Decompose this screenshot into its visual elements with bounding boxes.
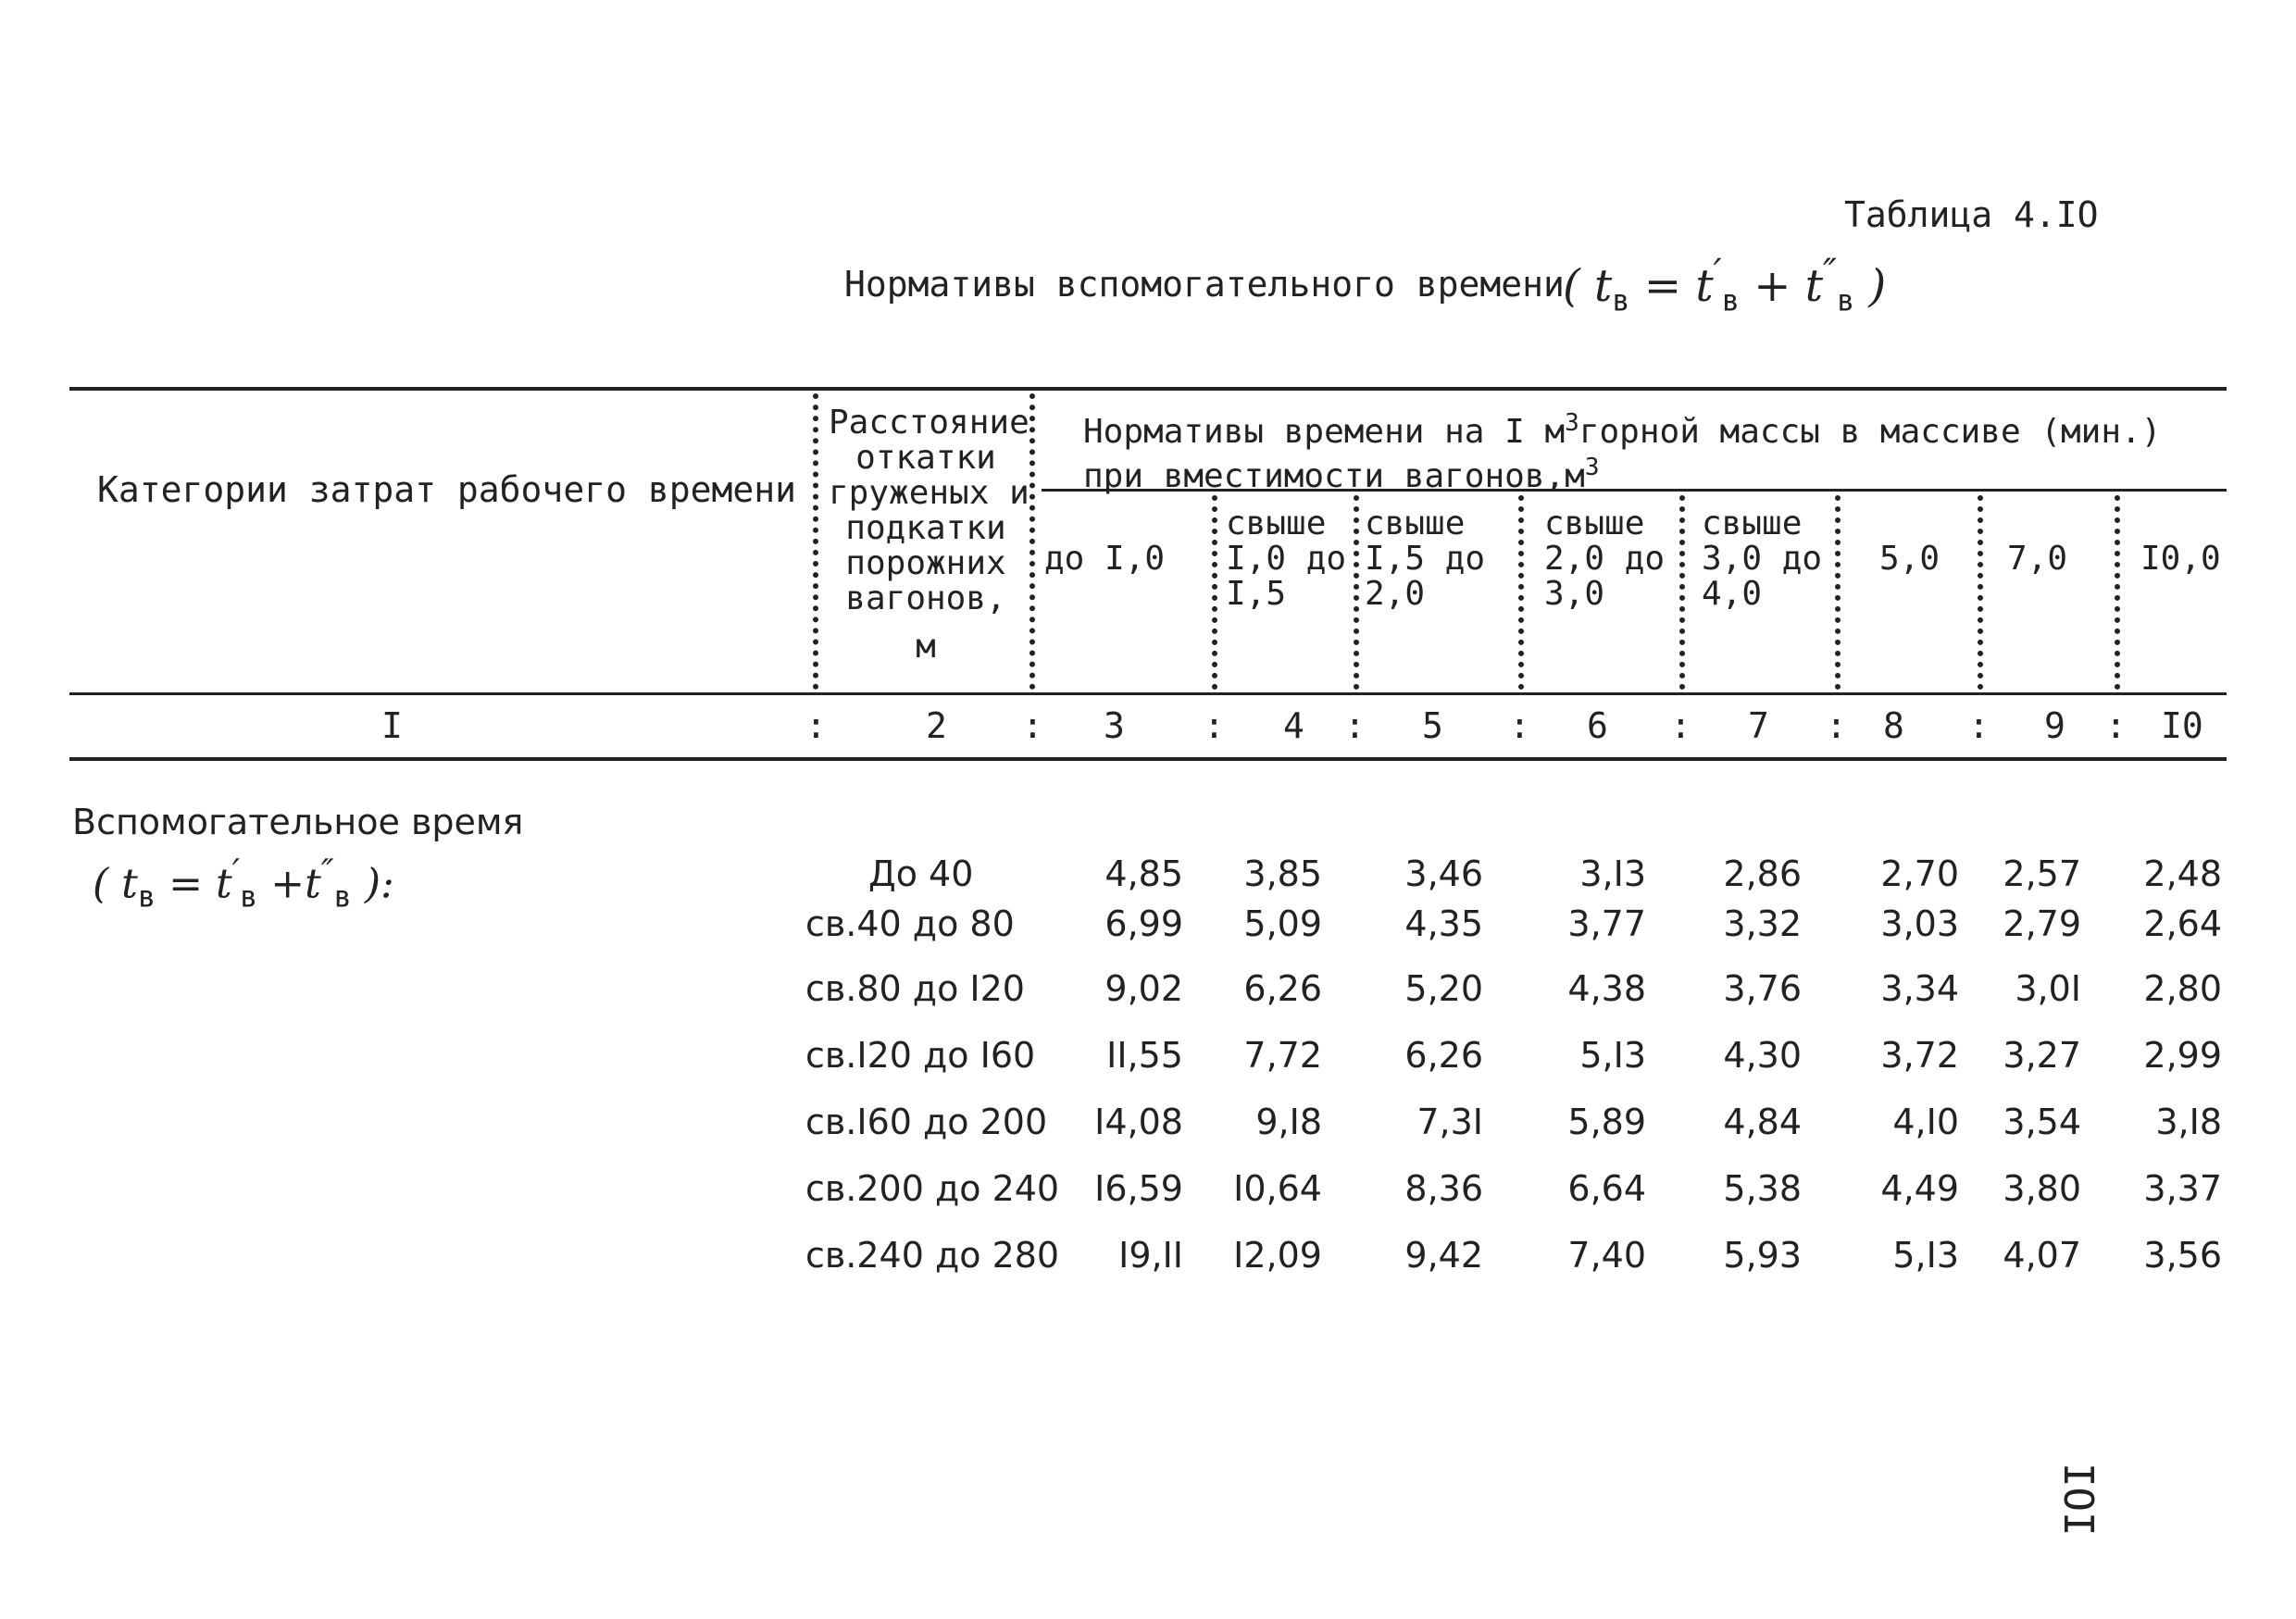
header-group-title: Нормативы времени на I $м^3горной$ массы в массиве (мин.) при вместимости $вагонов,м^3$ bbox=[1083, 409, 2162, 495]
header-separator bbox=[1835, 495, 1841, 690]
colnum-10: I0 bbox=[2161, 705, 2203, 746]
table-cell: 2,70 bbox=[1880, 853, 1959, 894]
colnum-1: I bbox=[381, 705, 403, 746]
header-separator bbox=[1212, 495, 1217, 690]
table-cell: 3,80 bbox=[2003, 1168, 2081, 1209]
header-separator bbox=[1518, 495, 1524, 690]
row-distance: св.40 до 80 bbox=[805, 903, 1015, 944]
subcol-header-9: 7,0 bbox=[2007, 540, 2068, 578]
table-cell: 3,77 bbox=[1567, 903, 1646, 944]
table-cell: 3,34 bbox=[1880, 968, 1959, 1009]
table-cell: 2,79 bbox=[2003, 903, 2081, 944]
table-cell: 3,72 bbox=[1880, 1035, 1959, 1076]
header-col1: Категории затрат рабочего времени bbox=[97, 469, 796, 510]
table-cell: 5,89 bbox=[1567, 1102, 1646, 1142]
table-cell: 2,48 bbox=[2143, 853, 2222, 894]
header-separator bbox=[813, 393, 818, 690]
header-separator bbox=[1978, 495, 1983, 690]
table-cell: 5,38 bbox=[1723, 1168, 1802, 1209]
table-cell: 3,56 bbox=[2143, 1235, 2222, 1276]
colnum-9: 9 bbox=[2044, 705, 2065, 746]
table-cell: 4,07 bbox=[2003, 1235, 2081, 1276]
colnum-2: 2 bbox=[926, 705, 947, 746]
table-cell: 4,38 bbox=[1567, 968, 1646, 1009]
table-cell: 3,03 bbox=[1880, 903, 1959, 944]
table-caption: Таблица 4.IO bbox=[1844, 194, 2099, 235]
table-cell: 4,35 bbox=[1404, 903, 1483, 944]
row-distance: св.I20 до I60 bbox=[805, 1035, 1036, 1076]
title-formula: ( $t_в = t'_в + t''_в$ ) bbox=[1563, 252, 1887, 318]
table-cell: 8,36 bbox=[1404, 1168, 1483, 1209]
page-number: IOI bbox=[2054, 1463, 2102, 1537]
header-bottom-rule bbox=[69, 692, 2227, 695]
table-cell: 2,57 bbox=[2003, 853, 2081, 894]
table-cell: 4,49 bbox=[1880, 1168, 1959, 1209]
colon-sep: : bbox=[2105, 705, 2127, 746]
table-cell: I0,64 bbox=[1233, 1168, 1322, 1209]
table-cell: 6,99 bbox=[1104, 903, 1183, 944]
table-cell: 7,3I bbox=[1416, 1102, 1483, 1142]
row-distance: св.I60 до 200 bbox=[805, 1102, 1048, 1142]
colnum-bottom-rule bbox=[69, 757, 2227, 761]
table-cell: 3,85 bbox=[1243, 853, 1322, 894]
table-title: Нормативы вспомогательного времени bbox=[844, 264, 1565, 305]
header-separator bbox=[1029, 393, 1035, 690]
table-cell: 4,I0 bbox=[1892, 1102, 1959, 1142]
table-cell: 3,46 bbox=[1404, 853, 1483, 894]
table-cell: I4,08 bbox=[1094, 1102, 1183, 1142]
colon-sep: : bbox=[1022, 705, 1043, 746]
table-cell: 3,76 bbox=[1723, 968, 1802, 1009]
table-cell: II,55 bbox=[1106, 1035, 1183, 1076]
colon-sep: : bbox=[1344, 705, 1366, 746]
table-cell: 4,85 bbox=[1104, 853, 1183, 894]
table-cell: I6,59 bbox=[1094, 1168, 1183, 1209]
table-cell: 4,84 bbox=[1723, 1102, 1802, 1142]
table-cell: 5,93 bbox=[1723, 1235, 1802, 1276]
subcol-header-3: до I,0 bbox=[1044, 540, 1166, 578]
table-cell: 5,09 bbox=[1243, 903, 1322, 944]
table-cell: 7,72 bbox=[1243, 1035, 1322, 1076]
table-cell: 3,I8 bbox=[2155, 1102, 2222, 1142]
colon-sep: : bbox=[1826, 705, 1847, 746]
table-cell: 3,32 bbox=[1723, 903, 1802, 944]
table-cell: 5,20 bbox=[1404, 968, 1483, 1009]
table-cell: 3,54 bbox=[2003, 1102, 2081, 1142]
table-cell: 9,I8 bbox=[1255, 1102, 1322, 1142]
table-cell: 2,99 bbox=[2143, 1035, 2222, 1076]
header-separator bbox=[1354, 495, 1359, 690]
table-cell: I2,09 bbox=[1233, 1235, 1322, 1276]
colnum-7: 7 bbox=[1748, 705, 1769, 746]
table-cell: 2,80 bbox=[2143, 968, 2222, 1009]
colnum-8: 8 bbox=[1883, 705, 1904, 746]
table-cell: 9,02 bbox=[1104, 968, 1183, 1009]
table-cell: 4,30 bbox=[1723, 1035, 1802, 1076]
table-top-rule bbox=[69, 387, 2227, 391]
colnum-3: 3 bbox=[1104, 705, 1125, 746]
colon-sep: : bbox=[1670, 705, 1691, 746]
colon-sep: : bbox=[1204, 705, 1225, 746]
section-formula: ( $t_в = t'_в +t''_в$ ): bbox=[93, 852, 394, 915]
table-cell: 5,I3 bbox=[1892, 1235, 1959, 1276]
subcol-header-8: 5,0 bbox=[1879, 540, 1940, 578]
subcol-header-4: свыше I,0 до I,5 bbox=[1226, 504, 1347, 613]
row-distance: св.240 до 280 bbox=[805, 1235, 1060, 1276]
table-cell: 7,40 bbox=[1567, 1235, 1646, 1276]
table-cell: 2,86 bbox=[1723, 853, 1802, 894]
colnum-5: 5 bbox=[1422, 705, 1443, 746]
colon-sep: : bbox=[805, 705, 827, 746]
table-cell: I9,II bbox=[1118, 1235, 1183, 1276]
colnum-4: 4 bbox=[1283, 705, 1304, 746]
table-cell: 3,0I bbox=[2015, 968, 2081, 1009]
subcol-header-6: свыше 2,0 до 3,0 bbox=[1544, 504, 1666, 613]
header-separator bbox=[1679, 495, 1685, 690]
colnum-6: 6 bbox=[1587, 705, 1608, 746]
table-cell: 5,I3 bbox=[1579, 1035, 1646, 1076]
row-distance: св.200 до 240 bbox=[805, 1168, 1060, 1209]
table-cell: 3,27 bbox=[2003, 1035, 2081, 1076]
table-cell: 2,64 bbox=[2143, 903, 2222, 944]
header-col2: Расстояние откатки груженых и подкатки порожних вагонов, м bbox=[829, 404, 1029, 666]
subcol-header-10: I0,0 bbox=[2140, 540, 2221, 578]
subcol-header-5: свыше I,5 до 2,0 bbox=[1365, 504, 1486, 613]
subcol-header-7: свыше 3,0 до 4,0 bbox=[1702, 504, 1823, 613]
colon-sep: : bbox=[1509, 705, 1530, 746]
table-cell: 6,26 bbox=[1243, 968, 1322, 1009]
table-cell: 3,37 bbox=[2143, 1168, 2222, 1209]
row-distance: До 40 bbox=[868, 853, 974, 894]
table-cell: 9,42 bbox=[1404, 1235, 1483, 1276]
table-cell: 6,64 bbox=[1567, 1168, 1646, 1209]
section-label: Вспомогательное время bbox=[72, 802, 524, 842]
row-distance: св.80 до I20 bbox=[805, 968, 1025, 1009]
header-separator bbox=[2115, 495, 2120, 690]
table-cell: 6,26 bbox=[1404, 1035, 1483, 1076]
colon-sep: : bbox=[1968, 705, 1990, 746]
table-cell: 3,I3 bbox=[1579, 853, 1646, 894]
